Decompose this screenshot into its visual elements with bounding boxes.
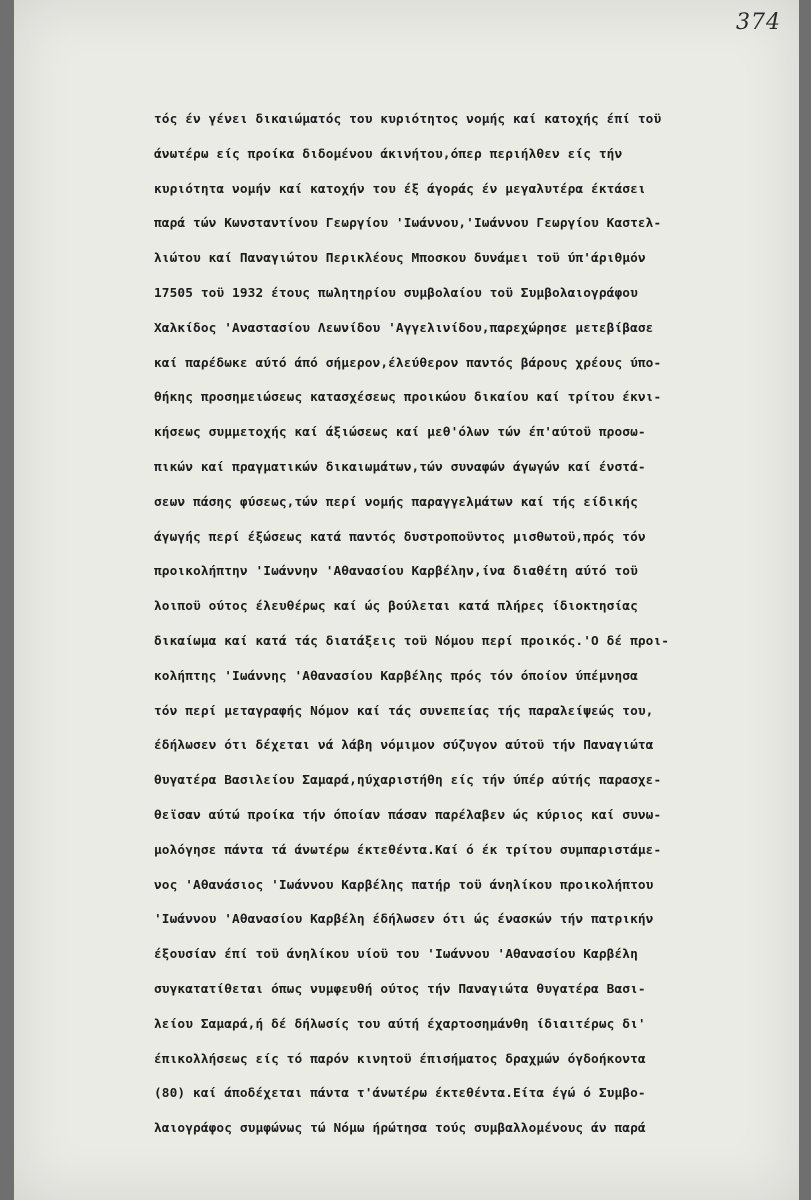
text-line: παρά τών Κωνσταντίνου Γεωργίου 'Ιωάννου,'Ιωάννου Γεωργίου Καστελ- <box>154 216 662 232</box>
text-line: έδήλωσεν ότι δέχεται νά λάβη νόμιμον σύζυγον αύτοϋ τήν Παναγιώτα <box>154 738 654 754</box>
text-line: λοιποϋ ούτος έλευθέρως καί ώς βούλεται κατά πλήρες ίδιοκτησίας <box>154 599 638 615</box>
text-line: λιώτου καί Παναγιώτου Περικλέους Μποσκου δυνάμει τοϋ ύπ'άριθμόν <box>154 251 646 267</box>
text-line: τός έν γένει δικαιώματός του κυριότητος νομής καί κατοχής έπί τοϋ <box>154 112 662 127</box>
document-page <box>14 0 799 1200</box>
text-line: σεων πάσης φύσεως,τών περί νομής παραγγελμάτων καί τής είδικής <box>154 494 638 510</box>
text-line: άνωτέρω είς προίκα διδομένου άκινήτου,όπερ περιήλθεν είς τήν <box>154 146 623 162</box>
text-line: άγωγής περί έξώσεως κατά παντός δυστροποϋντος μισθωτοϋ,πρός τόν <box>154 529 646 545</box>
text-line: καί παρέδωκε αύτό άπό σήμερον,έλεύθερον παντός βάρους χρέους ύπο- <box>154 355 662 371</box>
text-line: κολήπτης 'Ιωάννης 'Αθανασίου Καρβέλης πρός τόν όποίον ύπέμνησα <box>154 668 638 684</box>
text-line: θυγατέρα Βασιλείου Σαμαρά,ηύχαριστήθη είς τήν ύπέρ αύτής παρασχε- <box>154 773 662 789</box>
text-line: τόν περί μεταγραφής Νόμον καί τάς συνεπείας τής παραλείψεώς του, <box>154 703 654 719</box>
text-line: μολόγησε πάντα τά άνωτέρω έκτεθέντα.Καί ό έκ τρίτου συμπαριστάμε- <box>154 842 662 858</box>
text-line: 17505 τοϋ 1932 έτους πωλητηρίου συμβολαίου τοϋ Συμβολαιογράφου <box>154 285 638 301</box>
text-line: προικολήπτην 'Ιωάννην 'Αθανασίου Καρβέλην,ίνα διαθέτη αύτό τοϋ <box>154 564 638 580</box>
text-line: 'Ιωάννου 'Αθανασίου Καρβέλη έδήλωσεν ότι ώς ένασκών τήν πατρικήν <box>154 912 654 928</box>
text-line: (80) καί άποδέχεται πάντα τ'άνωτέρω έκτεθέντα.Είτα έγώ ό Συμβο- <box>154 1086 646 1102</box>
document-body <box>140 103 788 1147</box>
text-line: έξουσίαν έπί τοϋ άνηλίκου υίοϋ του 'Ιωάννου 'Αθανασίου Καρβέλη <box>154 947 638 963</box>
text-line: θήκης προσημειώσεως κατασχέσεως προικώου δικαίου καί τρίτου έκνι- <box>154 390 662 406</box>
text-line: κήσεως συμμετοχής καί άξιώσεως καί μεθ'όλων τών έπ'αύτοϋ προσω- <box>154 425 646 441</box>
page-number: 374 <box>736 10 781 35</box>
text-line: νος 'Αθανάσιος 'Ιωάννου Καρβέλης πατήρ τοϋ άνηλίκου προικολήπτου <box>154 877 654 893</box>
text-line: λαιογράφος συμφώνως τώ Νόμω ήρώτησα τούς συμβαλλομένους άν παρά <box>154 1121 646 1137</box>
text-line: έπικολλήσεως είς τό παρόν κινητοϋ έπισήματος δραχμών όγδοήκοντα <box>154 1051 646 1067</box>
text-line: συγκατατίθεται όπως νυμφευθή ούτος τήν Παναγιώτα θυγατέρα Βασι- <box>154 981 646 997</box>
text-line: δικαίωμα καί κατά τάς διατάξεις τοϋ Νόμου περί προικός.'Ο δέ προι- <box>154 633 670 649</box>
text-line: κυριότητα νομήν καί κατοχήν του έξ άγοράς έν μεγαλυτέρα έκτάσει <box>154 181 646 197</box>
text-line: Χαλκίδος 'Αναστασίου Λεωνίδου 'Αγγελινίδου,παρεχώρησε μετεβίβασε <box>154 320 654 336</box>
text-line: θεϊσαν αύτώ προίκα τήν όποίαν πάσαν παρέλαβεν ώς κύριος καί συνω- <box>154 807 662 823</box>
text-line: πικών καί πραγματικών δικαιωμάτων,τών συναφών άγωγών καί ένστά- <box>154 459 646 475</box>
text-line: λείου Σαμαρά,ή δέ δήλωσίς του αύτή έχαρτοσημάνθη ίδιαιτέρως δι' <box>154 1016 646 1032</box>
